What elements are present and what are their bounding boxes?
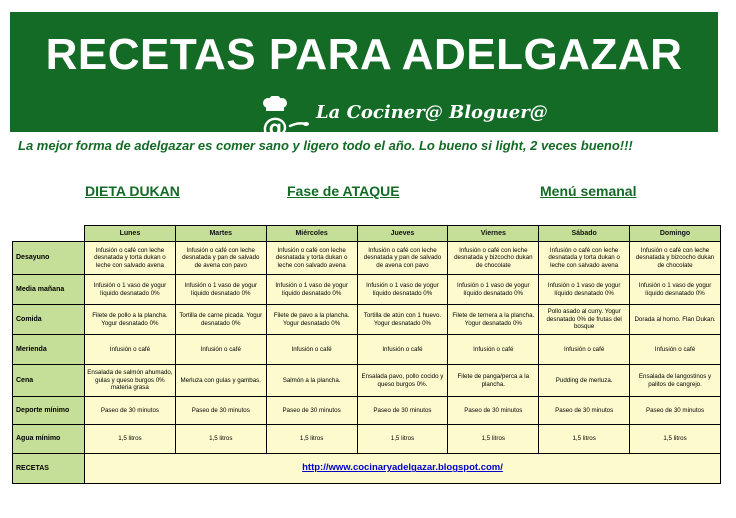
menu-cell: 1,5 litros <box>630 425 721 454</box>
menu-cell: Infusión o 1 vaso de yogur líquido desnatado 0% <box>175 275 266 305</box>
meal-row-deporte <box>13 397 721 425</box>
meal-row-merienda <box>13 335 721 365</box>
menu-cell: Infusión o café <box>448 335 539 365</box>
phase-heading: Fase de ATAQUE <box>287 183 400 199</box>
row-label: Merienda <box>13 335 85 365</box>
menu-cell: Filete de pollo a la plancha. Yogur desnatado 0% <box>85 305 176 335</box>
day-header: Jueves <box>357 226 448 242</box>
meal-row-agua <box>13 425 721 454</box>
diet-heading: DIETA DUKAN <box>85 183 180 199</box>
menu-cell: Infusión o café con leche desnatada y bizcocho dukan de chocolate <box>448 242 539 275</box>
meal-row-cena <box>13 365 721 397</box>
menu-cell: Ensalada pavo, pollo cocido y queso burgos 0%. <box>357 365 448 397</box>
day-header: Miércoles <box>266 226 357 242</box>
menu-cell: Paseo de 30 minutos <box>266 397 357 425</box>
menu-cell: 1,5 litros <box>175 425 266 454</box>
row-label: Media mañana <box>13 275 85 305</box>
header-banner <box>10 12 718 140</box>
day-header: Sábado <box>539 226 630 242</box>
row-label: Desayuno <box>13 242 85 275</box>
menu-cell: Infusión o café con leche desnatada y torta dukan o leche con salvado avena <box>85 242 176 275</box>
menu-cell: Paseo de 30 minutos <box>630 397 721 425</box>
menu-cell: Paseo de 30 minutos <box>175 397 266 425</box>
menu-cell: Tortilla de atún con 1 huevo. Yogur desnatado 0% <box>357 305 448 335</box>
day-header: Lunes <box>85 226 176 242</box>
menu-cell: Paseo de 30 minutos <box>357 397 448 425</box>
menu-cell: Infusión o 1 vaso de yogur líquido desnatado 0% <box>448 275 539 305</box>
menu-cell: Filete de ternera a la plancha. Yogur desnatado 0% <box>448 305 539 335</box>
menu-cell: Salmón a la plancha. <box>266 365 357 397</box>
row-label: Deporte mínimo <box>13 397 85 425</box>
menu-cell: Infusión o café <box>539 335 630 365</box>
recipes-link[interactable]: http://www.cocinaryadelgazar.blogspot.com/ <box>302 462 503 474</box>
menu-cell: Infusión o café con leche desnatada y torta dukan o leche con salvado avena <box>539 242 630 275</box>
menu-cell: Infusión o 1 vaso de yogur líquido desnatado 0% <box>539 275 630 305</box>
menu-cell: Paseo de 30 minutos <box>539 397 630 425</box>
menu-cell: Infusión o café <box>175 335 266 365</box>
day-header: Domingo <box>630 226 721 242</box>
blog-brand-name: La Cociner@ Bloguer@ <box>316 102 548 123</box>
weekly-menu-table <box>12 225 721 484</box>
meal-row-comida <box>13 305 721 335</box>
day-header: Viernes <box>448 226 539 242</box>
day-header-row <box>13 226 721 242</box>
menu-cell: Infusión o café <box>85 335 176 365</box>
menu-cell: Infusión o café con leche desnatada y bizcocho dukan de chocolate <box>630 242 721 275</box>
menu-cell: 1,5 litros <box>85 425 176 454</box>
menu-cell: Paseo de 30 minutos <box>448 397 539 425</box>
row-label: Cena <box>13 365 85 397</box>
table-corner <box>13 226 85 242</box>
menu-cell: Infusión o café con leche desnatada y torta dukan o leche con salvado avena <box>266 242 357 275</box>
menu-cell: Ensalada de salmón ahumado, gulas y queso burgos 0% materia grasa <box>85 365 176 397</box>
menu-cell: Infusión o café con leche desnatada y pan de salvado de avena con pavo <box>175 242 266 275</box>
menu-cell: Dorada al horno. Flan Dukan. <box>630 305 721 335</box>
svg-text:@: @ <box>262 113 288 140</box>
menu-cell: Infusión o café con leche desnatada y pan de salvado de avena con pavo <box>357 242 448 275</box>
chef-at-logo-icon <box>250 96 310 140</box>
menu-cell: Tortilla de carne picada. Yogur desnatado 0% <box>175 305 266 335</box>
menu-cell: Infusión o café <box>266 335 357 365</box>
row-label: RECETAS <box>13 454 85 484</box>
menu-cell: Paseo de 30 minutos <box>85 397 176 425</box>
row-label: Agua mínimo <box>13 425 85 454</box>
menu-cell: Infusión o café <box>357 335 448 365</box>
menu-cell: 1,5 litros <box>539 425 630 454</box>
row-label: Comida <box>13 305 85 335</box>
day-header: Martes <box>175 226 266 242</box>
menu-cell: Pollo asado al curry. Yogur desnatado 0% de frutas del bosque <box>539 305 630 335</box>
meal-row-media-manana <box>13 275 721 305</box>
menu-cell: Infusión o café <box>630 335 721 365</box>
meal-row-desayuno <box>13 242 721 275</box>
recipes-row <box>13 454 721 484</box>
tagline: La mejor forma de adelgazar es comer sano y ligero todo el año. Lo bueno si light, 2 veces bueno!!! <box>18 138 633 153</box>
menu-cell: Infusión o 1 vaso de yogur líquido desnatado 0% <box>85 275 176 305</box>
menu-cell: 1,5 litros <box>357 425 448 454</box>
recipes-link-cell <box>85 454 721 484</box>
page-title: RECETAS PARA ADELGAZAR <box>45 30 683 79</box>
menu-cell: Infusión o 1 vaso de yogur líquido desnatado 0% <box>357 275 448 305</box>
menu-cell: Merluza con gulas y gambas. <box>175 365 266 397</box>
menu-cell: 1,5 litros <box>448 425 539 454</box>
menu-cell: Ensalada de langostinos y palitos de cangrejo. <box>630 365 721 397</box>
menu-cell: Filete de pavo a la plancha. Yogur desnatado 0% <box>266 305 357 335</box>
menu-cell: 1,5 litros <box>266 425 357 454</box>
menu-cell: Pudding de merluza. <box>539 365 630 397</box>
menu-cell: Infusión o 1 vaso de yogur líquido desnatado 0% <box>630 275 721 305</box>
menu-cell: Filete de panga/perca a la plancha. <box>448 365 539 397</box>
menu-cell: Infusión o 1 vaso de yogur líquido desnatado 0% <box>266 275 357 305</box>
weekly-menu-heading: Menú semanal <box>540 183 637 199</box>
